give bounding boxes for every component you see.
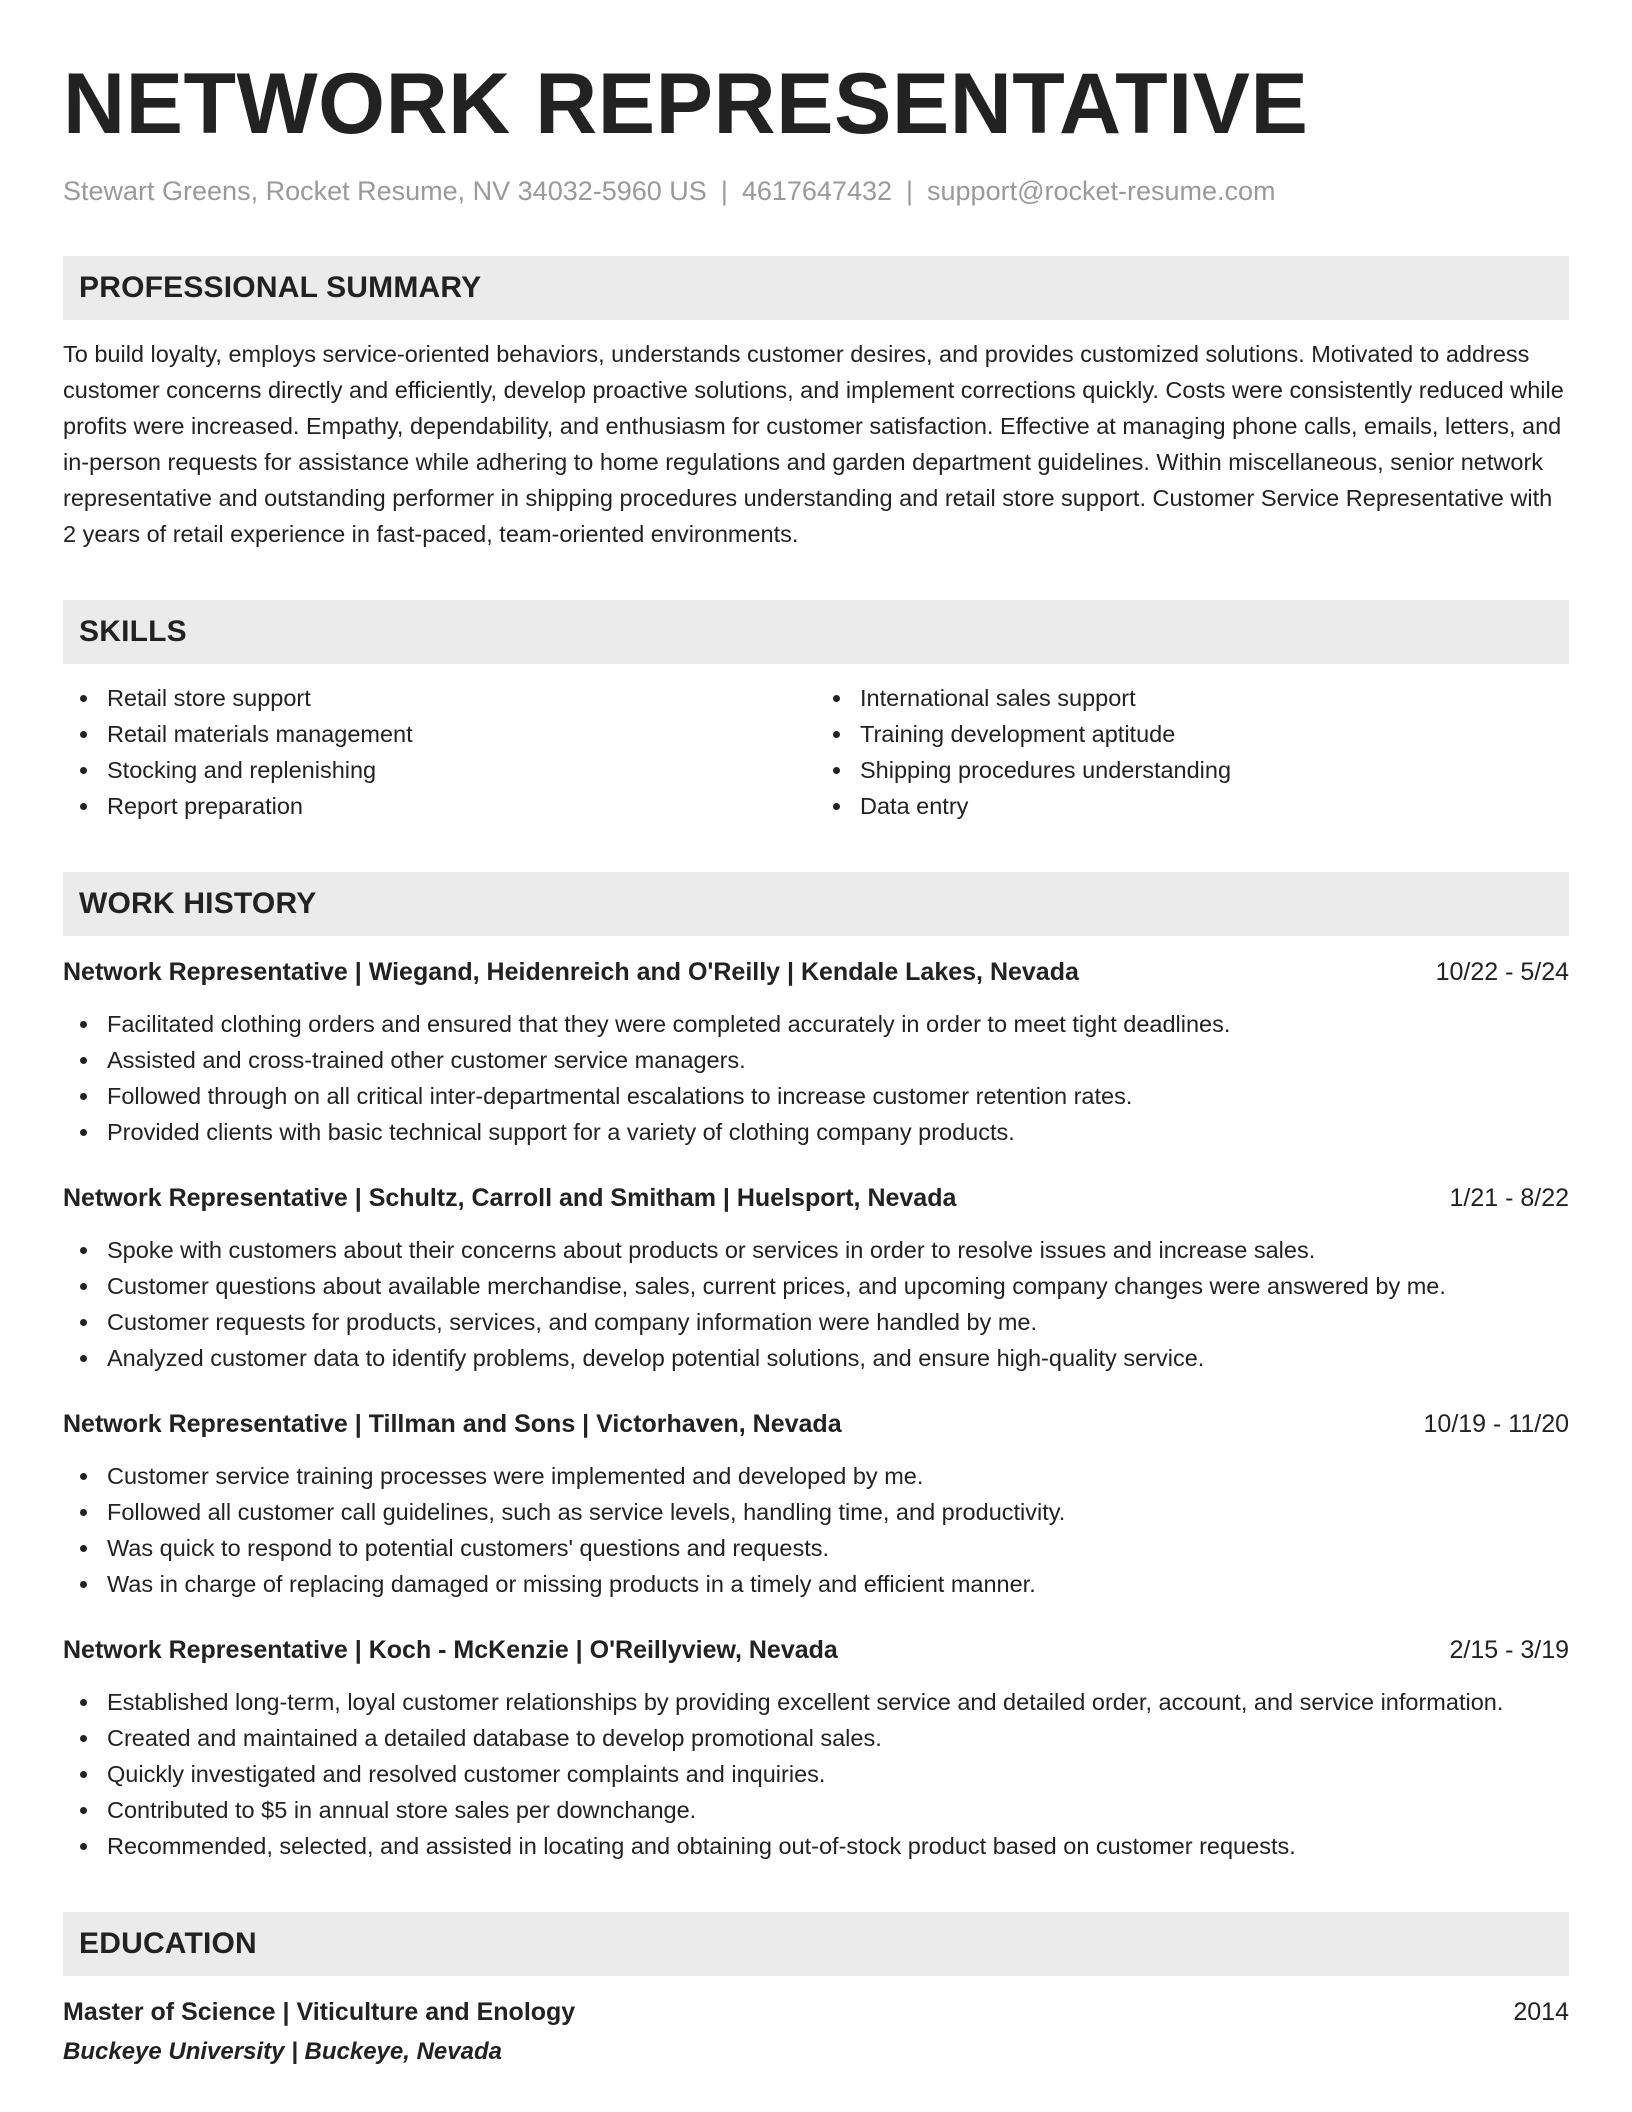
- section-header-summary: [63, 256, 1569, 320]
- skill-item: Report preparation: [63, 788, 816, 824]
- skills-column-left: [63, 680, 816, 824]
- job-bullet: Customer questions about available merchandise, sales, current prices, and upcoming company changes were answered by me.: [63, 1268, 1569, 1304]
- job-bullets: [63, 1458, 1569, 1602]
- job-bullet: Analyzed customer data to identify problems, develop potential solutions, and ensure high-quality service.: [63, 1340, 1569, 1376]
- job-entry: [63, 1406, 1569, 1602]
- job-title: Network Representative | Tillman and Sons | Victorhaven, Nevada: [63, 1410, 842, 1438]
- contact-address: Stewart Greens, Rocket Resume, NV 34032-5960 US: [63, 176, 707, 206]
- job-header: [63, 1406, 1569, 1442]
- education-header: [63, 1994, 1569, 2030]
- contact-phone: 4617647432: [741, 176, 892, 206]
- contact-email: support@rocket-resume.com: [927, 176, 1276, 206]
- skills-column-right: [816, 680, 1569, 824]
- job-title: Network Representative | Schultz, Carroll and Smitham | Huelsport, Nevada: [63, 1184, 957, 1212]
- section-header-skills: [63, 600, 1569, 664]
- job-bullet: Established long-term, loyal customer relationships by providing excellent service and detailed order, account, and service information.: [63, 1684, 1569, 1720]
- job-header: [63, 954, 1569, 990]
- contact-line: [63, 174, 1569, 208]
- section-title-education: EDUCATION: [79, 1927, 257, 1960]
- job-bullet: Created and maintained a detailed database to develop promotional sales.: [63, 1720, 1569, 1756]
- skill-item: Training development aptitude: [816, 716, 1569, 752]
- job-bullet: Was in charge of replacing damaged or missing products in a timely and efficient manner.: [63, 1566, 1569, 1602]
- job-bullet: Provided clients with basic technical support for a variety of clothing company products.: [63, 1114, 1569, 1150]
- section-header-work-history: [63, 872, 1569, 936]
- job-bullets: [63, 1232, 1569, 1376]
- education-school: Buckeye University | Buckeye, Nevada: [63, 2038, 502, 2065]
- job-bullet: Customer service training processes were implemented and developed by me.: [63, 1458, 1569, 1494]
- job-bullet: Assisted and cross-trained other customer service managers.: [63, 1042, 1569, 1078]
- resume-name: NETWORK REPRESENTATIVE: [63, 56, 1309, 152]
- job-bullet: Recommended, selected, and assisted in locating and obtaining out-of-stock product based on customer requests.: [63, 1828, 1569, 1864]
- skill-item: Retail store support: [63, 680, 816, 716]
- job-entry: [63, 1632, 1569, 1864]
- job-bullet: Quickly investigated and resolved customer complaints and inquiries.: [63, 1756, 1569, 1792]
- job-bullet: Contributed to $5 in annual store sales per downchange.: [63, 1792, 1569, 1828]
- job-header: [63, 1180, 1569, 1216]
- section-header-education: [63, 1912, 1569, 1976]
- section-title-summary: PROFESSIONAL SUMMARY: [79, 271, 482, 304]
- education-year: 2014: [1513, 1998, 1569, 2026]
- job-title: Network Representative | Koch - McKenzie | O'Reillyview, Nevada: [63, 1636, 838, 1664]
- skill-item: Stocking and replenishing: [63, 752, 816, 788]
- skill-item: International sales support: [816, 680, 1569, 716]
- job-dates: 10/19 - 11/20: [1423, 1410, 1569, 1438]
- job-bullet: Spoke with customers about their concerns about products or services in order to resolve issues and increase sales.: [63, 1232, 1569, 1268]
- job-entry: [63, 954, 1569, 1150]
- skills-list: [63, 680, 1569, 824]
- job-title: Network Representative | Wiegand, Heidenreich and O'Reilly | Kendale Lakes, Nevada: [63, 958, 1079, 986]
- job-bullet: Customer requests for products, services, and company information were handled by me.: [63, 1304, 1569, 1340]
- skill-item: Data entry: [816, 788, 1569, 824]
- job-bullet: Followed all customer call guidelines, such as service levels, handling time, and productivity.: [63, 1494, 1569, 1530]
- job-bullets: [63, 1684, 1569, 1864]
- job-header: [63, 1632, 1569, 1668]
- job-bullets: [63, 1006, 1569, 1150]
- professional-summary-text: To build loyalty, employs service-oriented behaviors, understands customer desires, and provides customized solutions. Motivated to address customer concerns directly and efficiently, develop proactive solutions, and implement corrections quickly. Costs were consistently reduced while profits were increased. Empathy, dependability, and enthusiasm for customer satisfaction. Effective at managing phone calls, emails, letters, and in-person requests for assistance while adhering to home regulations and garden department guidelines. Within miscellaneous, senior network representative and outstanding performer in shipping procedures understanding and retail store support. Customer Service Representative with 2 years of retail experience in fast-paced, team-oriented environments.: [63, 341, 1564, 547]
- section-title-work-history: WORK HISTORY: [79, 887, 317, 920]
- job-bullet: Facilitated clothing orders and ensured that they were completed accurately in order to meet tight deadlines.: [63, 1006, 1569, 1042]
- contact-separator: |: [906, 176, 914, 206]
- job-entry: [63, 1180, 1569, 1376]
- skill-item: Shipping procedures understanding: [816, 752, 1569, 788]
- education-entry: [63, 1994, 1569, 2070]
- section-title-skills: SKILLS: [79, 615, 187, 648]
- job-dates: 2/15 - 3/19: [1449, 1636, 1569, 1664]
- contact-separator: |: [720, 176, 728, 206]
- skill-item: Retail materials management: [63, 716, 816, 752]
- education-degree: Master of Science | Viticulture and Enology: [63, 1998, 576, 2026]
- job-bullet: Followed through on all critical inter-departmental escalations to increase customer retention rates.: [63, 1078, 1569, 1114]
- job-dates: 10/22 - 5/24: [1435, 958, 1569, 986]
- job-dates: 1/21 - 8/22: [1449, 1184, 1569, 1212]
- job-bullet: Was quick to respond to potential customers' questions and requests.: [63, 1530, 1569, 1566]
